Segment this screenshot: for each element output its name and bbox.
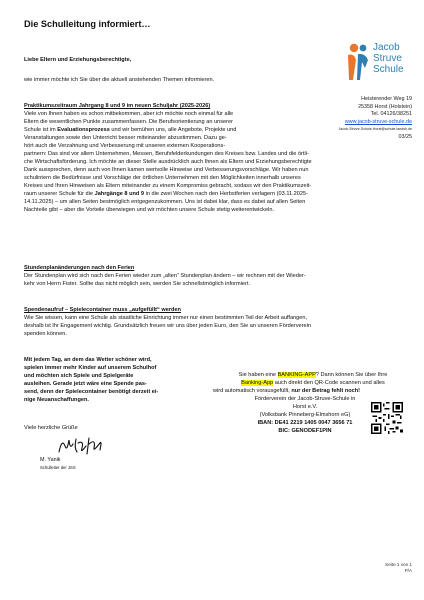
logo-line-2: Struve — [373, 53, 402, 64]
donation-bold: nur der Betrag fehlt noch! — [291, 388, 361, 394]
appeal-line: spielen immer mehr Kinder auf unserem Schulhof — [24, 365, 157, 371]
paragraph-line: kehr von Herrn Fister. Sollte das nicht möglich sein, werden Sie schnellstmöglich informiert. — [24, 281, 251, 287]
appeal-line: ausleihen. Gerade jetzt wäre eine Spende pas- — [24, 381, 147, 387]
section-internship — [24, 102, 312, 214]
page-title: Die Schulleitung informiert… — [24, 19, 151, 29]
paragraph-line: Eltern die wesentlichen Punkte zusammenfassen. Die Berufsorientierung an unserer — [24, 119, 233, 125]
school-logo-icon — [345, 42, 371, 82]
address-street: Heisterender Weg 19 — [361, 96, 412, 102]
signer-name: M. Yanik — [40, 457, 61, 463]
banking-app-highlight: Banking-App — [241, 380, 274, 386]
donation-text: Sie haben eine — [238, 372, 278, 378]
paragraph-text: und wir bemühen uns, alle Angebote, Projekte und — [109, 127, 237, 133]
school-logo-text — [373, 42, 404, 75]
school-logo — [343, 40, 413, 90]
paragraph-text: Schule ist im — [24, 127, 58, 133]
paragraph-line: spenden können. — [24, 331, 67, 337]
address-city: 25358 Horst (Holstein) — [358, 103, 412, 110]
section-timetable-heading: Stundenplanänderungen nach den Ferien — [24, 265, 135, 271]
paragraph-line: Viele von Ihnen haben es schon mitbekommen, aber ich möchte noch einmal für alle — [24, 111, 234, 117]
paragraph-line: schulintern die Bedürfnisse und Vorschläge der örtlichen Unternehmen mit den Möglichkeiten innerhalb unseres — [24, 175, 301, 181]
appeal-line: und möchten sich Spiele und Spielgeräte — [24, 373, 134, 379]
greeting: Liebe Eltern und Erziehungsberechtigte, — [24, 57, 132, 63]
section-donation-heading: Spendenaufruf – Spielecontainer muss „aufgefüllt“ werden — [24, 307, 181, 313]
school-address — [338, 96, 412, 142]
paragraph-text: – um allen Seiten bestmöglich entgegenzukommen. Uns ist dabei klar, dass es dabei auf allen Seiten — [53, 199, 306, 205]
paragraph-line: hört auch die Verzahnung und Verbesserung mit unseren externen Kooperations- — [24, 143, 226, 149]
closing: Viele herzliche Grüße — [24, 425, 78, 431]
school-website-link[interactable]: www.jacob-struve-schule.de — [344, 118, 412, 125]
iban: IBAN: DE41 2219 1405 0047 3656 71 — [257, 420, 353, 426]
paragraph-line: Kreises und Ihren Hinweisen als Eltern miteinander zu einem Kompromiss gebracht, sodass wir den Praktikumszeit- — [24, 183, 312, 189]
banking-app-highlight: BANKING-APP — [277, 372, 316, 378]
bic: BIC: GENODEF1PIN — [278, 428, 332, 434]
paragraph-line: Wie Sie wissen, kann eine Schule als staatliche Einrichtung immer nur einen bestimmten Teil der Arbeit auffangen, — [24, 315, 308, 321]
donation-info — [213, 371, 413, 395]
address-phone: Tel. 04126/38251 — [370, 111, 412, 118]
appeal-line: Mit jedem Tag, an dem das Wetter schöner wird, — [24, 357, 152, 363]
donation-appeal — [24, 356, 158, 404]
section-donation — [24, 306, 311, 338]
section-timetable — [24, 264, 306, 288]
paragraph-bold: Jahrgänge 8 und 9 — [94, 191, 145, 197]
paragraph-line: deshalb ist Ihr Engagement wichtig. Grundsätzlich freuen wir uns über jeden Euro, den Sie an unseren Förderverein — [24, 323, 311, 329]
paragraph-line: Veranstaltungen sowie den Unterricht besser miteinander abzustimmen. Dazu ge- — [24, 135, 227, 141]
bank-account-holder-2: Horst e.V. — [292, 404, 318, 410]
donation-qr-code[interactable] — [371, 402, 403, 434]
address-email: Jacob-Struve-Schule.Horst@schule.landsh.de — [338, 127, 412, 132]
paragraph-text: 14.11.2025) — [24, 199, 54, 205]
footer-ref: P/A — [404, 568, 412, 573]
paragraph-line: Dank aussprechen, denn auch von Ihnen kamen wertvolle Hinweise und Verbesserungsvorschläge. Wir haben nun — [24, 167, 309, 173]
paragraph-line: che Wirtschaftsförderung. Ich möchte an dieser Stelle ausdrücklich auch Ihnen als Eltern und Erziehungsberechtigte — [24, 159, 312, 165]
intro-text: wie immer möchte ich Sie über die aktuell anstehenden Themen informieren. — [24, 77, 215, 83]
paragraph-text: in die zwei Wochen nach den Herbstferien verlagern (03.11.2025- — [144, 191, 308, 197]
page-footer — [385, 562, 412, 572]
donation-text: wird automatisch vorausgefüllt, — [213, 388, 292, 394]
signer-role: Schulleiter der JSS — [40, 465, 76, 470]
paragraph-bold: Evaluationsprozess — [57, 127, 110, 133]
bank-details — [250, 395, 360, 435]
donation-text: auch direkt den QR-Code scannen und alles — [273, 380, 385, 386]
paragraph-line: Nachteile gibt – aber die Vorteile überwiegen und wir möchten unsere Schule stetig weiterentwickeln. — [24, 207, 274, 213]
handwritten-signature — [56, 434, 114, 456]
bank-account-holder: Förderverein der Jacob-Struve-Schule in — [254, 396, 356, 402]
appeal-line: send, denn der Spielecontainer benötigt derzeit ei- — [24, 389, 159, 395]
appeal-line: nige Neuanschaffungen. — [24, 397, 89, 403]
page-number: Seite 1 von 1 — [385, 562, 412, 567]
bank-name: (Volksbank Pinneberg-Elmshorn eG) — [259, 412, 351, 418]
letter-date: 03/25 — [398, 133, 412, 140]
logo-line-1: Jacob — [373, 42, 400, 53]
paragraph-text: raum unserer Schule für die — [24, 191, 95, 197]
logo-line-3: Schule — [373, 64, 404, 75]
paragraph-line: Der Stundenplan wird sich nach den Ferien wieder zum „alten“ Stundenplan ändern – wir rechnen mit der Wieder- — [24, 273, 306, 279]
donation-text: ? Dann können Sie über Ihre — [315, 372, 388, 378]
paragraph-line: partnern: Das sind vor allem Unternehmen, Messen, Berufsfelderkundungen des Kreises bzw. Landes und die örtli- — [24, 151, 309, 157]
section-internship-heading: Praktikumszeitraum Jahrgang 8 und 9 im neuen Schuljahr (2025-2026) — [24, 103, 211, 109]
